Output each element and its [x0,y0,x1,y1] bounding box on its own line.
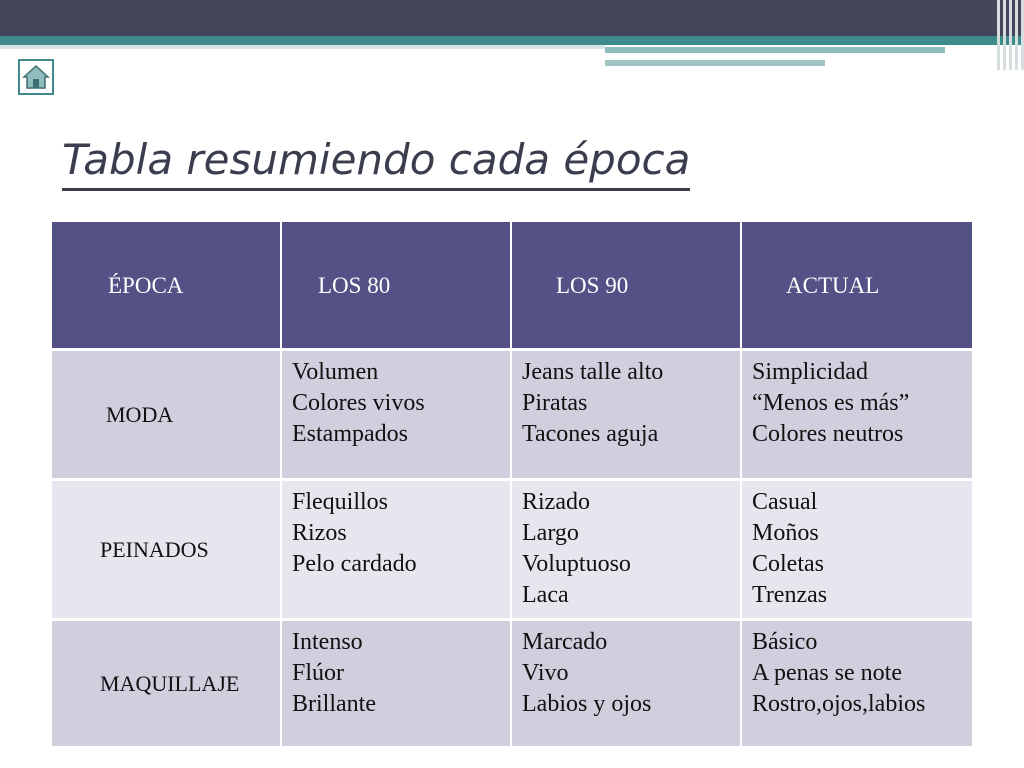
cell-line: Simplicidad [752,359,868,385]
cell-line: Labios y ojos [522,691,652,717]
table-cell [512,621,742,749]
table-cell [742,481,972,621]
summary-table [52,222,972,749]
table-cell [512,481,742,621]
cell-line: Pelo cardado [292,551,417,577]
header-los-80: LOS 80 [318,272,391,298]
home-button[interactable] [18,59,54,95]
home-icon [20,61,52,93]
cell-line: Brillante [292,691,376,717]
table-header-cell [52,222,282,351]
cell-line: Largo [522,520,579,546]
cell-line: Tacones aguja [522,421,659,447]
cell-line: Volumen [292,359,379,385]
header-band-light-short [605,60,825,66]
cell-line: Vivo [522,660,569,686]
cell-line: Piratas [522,390,588,416]
table-cell [282,621,512,749]
cell-line: Jeans talle alto [522,359,664,385]
cell-line: Laca [522,582,569,608]
table-header-cell [282,222,512,351]
header-actual: ACTUAL [786,272,880,298]
row-label-text: MODA [106,402,174,427]
cell-line: Flúor [292,660,345,686]
header-vertical-stripes [990,0,1024,70]
cell-line: Rizado [522,489,590,515]
cell-line: Trenzas [752,582,828,608]
cell-line: “Menos es más” [752,390,910,416]
row-label-text: PEINADOS [100,537,209,562]
row-label-maquillaje [52,621,282,749]
header-band-pale [0,45,605,49]
cell-line: Básico [752,629,818,655]
cell-line: Estampados [292,421,408,447]
table-cell [742,351,972,481]
header-los-90: LOS 90 [556,272,629,298]
cell-line: A penas se note [752,660,902,686]
table-cell [512,351,742,481]
row-label-text: MAQUILLAJE [100,671,240,696]
header-band-dark [0,0,1024,36]
table-header-cell [742,222,972,351]
row-label-peinados [52,481,282,621]
cell-line: Flequillos [292,489,389,515]
cell-line: Intenso [292,629,363,655]
cell-line: Coletas [752,551,824,577]
table-cell [282,481,512,621]
header-band-teal [0,36,1024,45]
table-header-cell [512,222,742,351]
cell-line: Colores vivos [292,390,425,416]
cell-line: Marcado [522,629,608,655]
cell-line: Voluptuoso [522,551,631,577]
cell-line: Moños [752,520,819,546]
row-label-moda [52,351,282,481]
table-cell [742,621,972,749]
header-epoca: ÉPOCA [108,272,184,298]
table-cell [282,351,512,481]
cell-line: Casual [752,489,818,515]
cell-line: Rizos [292,520,347,546]
cell-line: Colores neutros [752,421,904,447]
header-band-light [605,47,945,53]
cell-line: Rostro,ojos,labios [752,691,926,717]
page-title: Tabla resumiendo cada época [62,132,690,191]
